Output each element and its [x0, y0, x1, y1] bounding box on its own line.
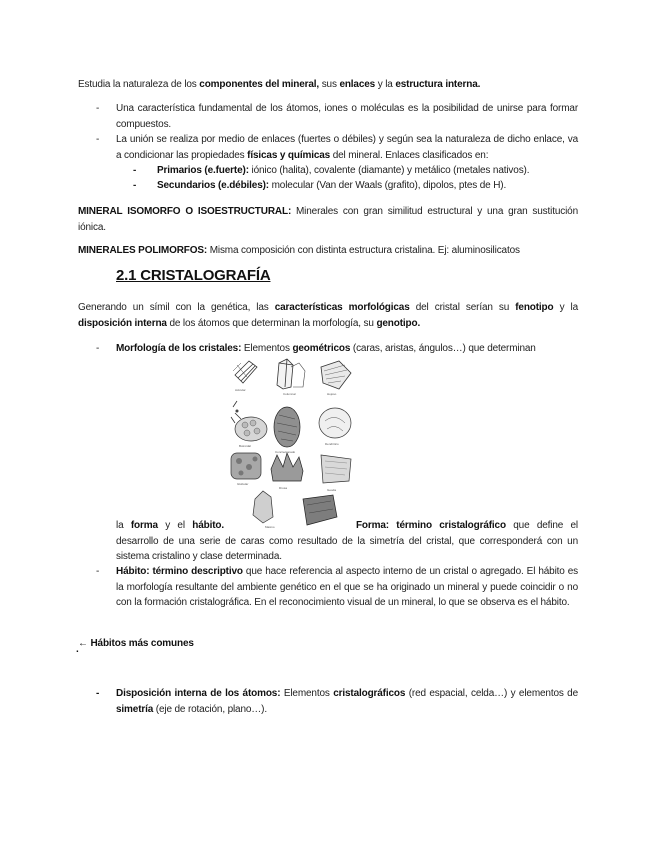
caption-dendritico: Dendrítico: [325, 442, 339, 446]
caption-concrecionado: Concrecionado: [275, 450, 296, 454]
habit-dendritico-drawing: [319, 408, 351, 438]
genetica-text: y la: [553, 302, 578, 313]
caption-globular: Globular: [237, 482, 249, 486]
caption-masivo: Masivo: [265, 525, 275, 529]
genetica-paragraph: [78, 300, 578, 331]
bullet-morfologia: [96, 341, 578, 357]
genetica-bold-caracteristicas: características morfológicas: [274, 302, 410, 313]
bullet-union-atomos: [96, 101, 578, 132]
intro-paragraph: [78, 77, 578, 93]
genetica-bold-genotipo: genotipo.: [376, 317, 421, 329]
sub-dash: -: [133, 165, 137, 176]
habit-concrecionado-drawing: [274, 407, 300, 447]
genetica-text: del cristal serían su: [409, 302, 516, 313]
sub-item-primarios: [133, 163, 578, 179]
caption-acicular: Acicular: [235, 388, 246, 392]
habito-text: que hace referencia al aspecto interno de un cristal o agregado. El hábito es la morfología resultante del ambiente genético en el que se ha originado un mineral y puede coincidir o no con la formación cristalográfica. En el reconocimiento visual de un mineral, lo que se observa es el hábito.: [116, 566, 579, 608]
morfologia-bold-habito: hábito.: [192, 520, 224, 531]
intro-text-2: sus: [319, 79, 340, 90]
disposicion-bold-cristalograficos: cristalográficos: [333, 688, 406, 699]
sub-item-label: Secundarios (e.débiles):: [157, 180, 269, 191]
morfologia-text: la: [116, 520, 131, 531]
habitos-dot: .: [76, 644, 79, 655]
bullet-text: [116, 686, 578, 717]
caption-geoda: Geoda: [327, 488, 337, 492]
habito-bold-descriptivo: término descriptivo: [149, 566, 243, 577]
bullet-text-part: La unión se realiza por medio de enlaces (fuertes o débiles) y según sea la naturaleza de dicho enlace, va a condicionar las propiedades: [116, 134, 578, 161]
polimorfos-label: MINERALES POLIMORFOS:: [78, 245, 208, 256]
genetica-text: de los átomos que determinan la morfología, su: [166, 317, 377, 329]
sub-item-text: [157, 178, 578, 194]
disposicion-text: Elementos: [280, 688, 334, 699]
bullet-text: [116, 564, 578, 611]
sub-dash: -: [133, 180, 137, 191]
habit-drusa-drawing: [271, 453, 303, 481]
habit-hojoso-drawing: [321, 361, 351, 389]
disposicion-text: (eje de rotación, plano…).: [153, 703, 267, 715]
habito-label: Hábito:: [116, 566, 150, 577]
disposicion-label: Disposición interna de los átomos:: [116, 688, 281, 699]
bullet-dash: -: [96, 103, 100, 114]
intro-bold-enlaces: enlaces: [339, 79, 376, 90]
genetica-bold-fenotipo: fenotipo: [515, 302, 554, 313]
intro-bold-estructura: estructura interna.: [395, 79, 481, 90]
habit-botroidal-mass: [235, 417, 267, 441]
genetica-text: Generando un símil con la genética, las: [78, 302, 275, 313]
habit-geoda-drawing: [321, 455, 351, 483]
habit-acicular-drawing: [233, 361, 257, 383]
habit-columnar-drawing: [277, 359, 305, 389]
section-heading: 2.1 CRISTALOGRAFÍA: [116, 267, 271, 284]
morfologia-text: (caras, aristas, ángulos…) que determinan: [350, 343, 536, 354]
sub-item-desc: molecular (Van der Waals (grafito), dipolos, ptes de H).: [269, 180, 507, 191]
habit-botroidal-drawing: [231, 401, 241, 423]
sub-item-label: Primarios (e.fuerte):: [157, 165, 249, 176]
forma-definition-label: Forma: término cristalográfico: [355, 520, 506, 531]
sub-item-text: [157, 163, 578, 179]
bullet-habito: [96, 564, 578, 611]
intro-text-3: y la: [375, 79, 396, 90]
isomorfo-paragraph: [78, 204, 578, 235]
morfologia-bold-geometricos: geométricos: [292, 343, 351, 354]
morfologia-label: Morfología de los cristales:: [116, 343, 242, 354]
caption-botroidal: Botroidal: [239, 444, 251, 448]
caption-drusa: Drusa: [279, 486, 288, 490]
habitos-link[interactable]: [76, 636, 194, 655]
isomorfo-text: Minerales con gran similitud estructural y una gran sustitución iónica.: [78, 206, 578, 233]
morfologia-text: Elementos: [241, 343, 293, 354]
habitos-label: Hábitos más comunes: [87, 638, 194, 649]
morfologia-text: y el: [157, 520, 193, 531]
bullet-dash: -: [96, 343, 100, 354]
bullet-bold-fisicas: físicas y químicas: [247, 149, 331, 161]
morfologia-bold-forma: forma: [130, 520, 158, 531]
bullet-text: [116, 341, 578, 357]
isomorfo-label: MINERAL ISOMORFO O ISOESTRUCTURAL:: [78, 206, 292, 217]
bullet-dash: -: [96, 688, 100, 699]
genetica-bold-disposicion: disposición interna: [78, 317, 167, 329]
bullet-enlaces: [96, 132, 578, 163]
bullet-morfologia-continued: [96, 518, 578, 565]
habit-globular-drawing: [231, 453, 261, 479]
caption-hojoso: Hojoso: [327, 392, 337, 396]
disposicion-bold-simetria: simetría: [116, 703, 154, 715]
intro-bold-componentes: componentes del mineral,: [199, 79, 320, 90]
bullet-text: [116, 518, 578, 565]
bullet-disposicion: [96, 686, 578, 717]
bullet-dash: -: [96, 566, 100, 577]
sub-item-desc: iónico (halita), covalente (diamante) y metálico (metales nativos).: [248, 165, 530, 176]
caption-columnar: Columnar: [283, 392, 297, 396]
forma-definition-text: que define el desarrollo de una serie de caras como resultado de la simetría del cristal, que corresponderá con un sistema cristalino y clase determinada.: [116, 520, 579, 562]
polimorfos-text: Misma composición con distinta estructura cristalina. Ej: aluminosilicatos: [207, 245, 520, 256]
arrow-left-icon: ←: [78, 638, 88, 649]
bullet-text-part: del mineral. Enlaces clasificados en:: [330, 149, 489, 161]
bullet-text: [116, 132, 578, 163]
bullet-text: Una característica fundamental de los átomos, iones o moléculas es la posibilidad de unirse para formar compuestos.: [116, 103, 578, 130]
disposicion-text: (red espacial, celda…) y elementos de: [405, 688, 578, 699]
bullet-dash: -: [96, 134, 100, 145]
crystal-habits-figure: [227, 357, 359, 529]
polimorfos-paragraph: [78, 243, 578, 259]
intro-text-1: Estudia la naturaleza de los: [78, 79, 200, 90]
sub-item-secundarios: [133, 178, 578, 194]
